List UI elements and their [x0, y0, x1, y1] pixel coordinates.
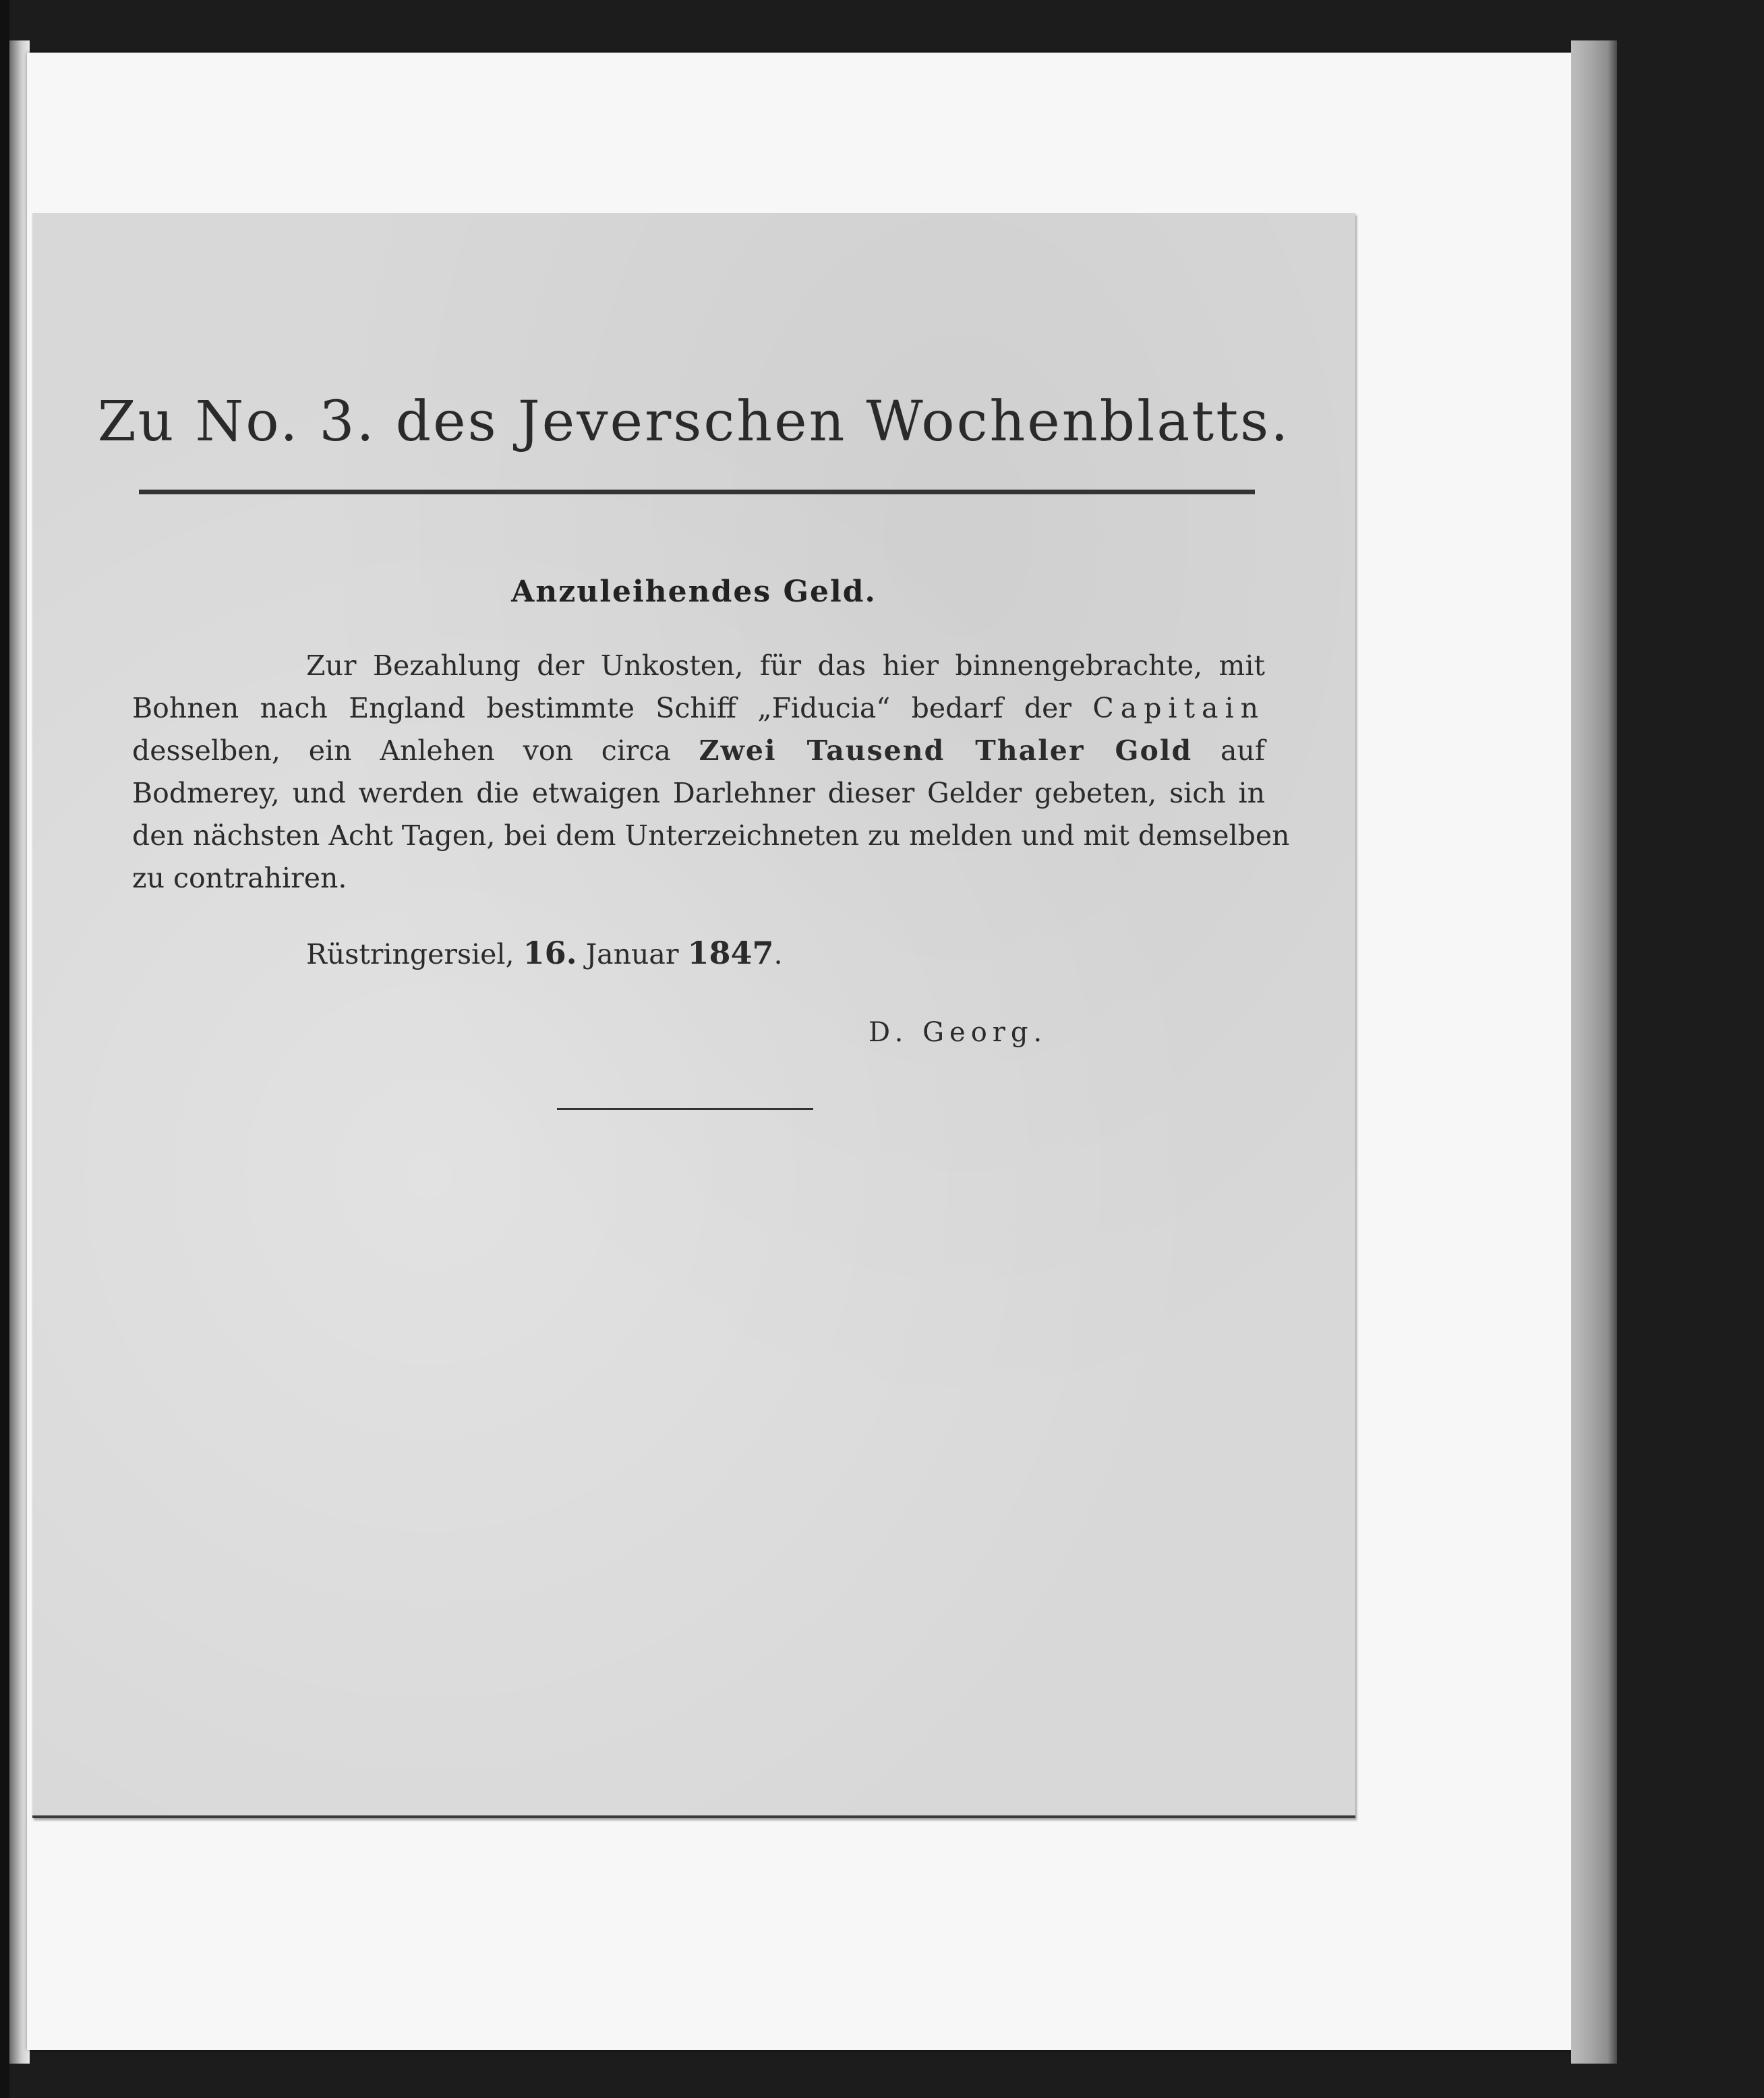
amount-text: Zwei Tausend Thaler Gold [699, 734, 1193, 767]
signature: D. Georg. [869, 1017, 1048, 1048]
dateline [306, 935, 783, 971]
masthead-title: Zu No. 3. des Jeverschen Wochenblatts. [97, 390, 1291, 454]
newspaper-clipping [32, 213, 1355, 1818]
body-line: Zur Bezahlung der Unkosten, für das hier binnengebrachte, mit [306, 649, 1265, 682]
dateline-year: 1847 [687, 935, 774, 971]
dateline-place: Rüstringersiel, [306, 938, 514, 970]
cover-edge [1571, 40, 1617, 2064]
body-line [132, 687, 1265, 730]
dateline-day: 16. [523, 935, 577, 971]
body-line: den nächsten Acht Tagen, bei dem Unterzeichneten zu melden und mit demselben [132, 819, 1290, 852]
binding-left [0, 0, 9, 2098]
body-line: Bodmerey, und werden die etwaigen Darlehner dieser Gelder gebeten, sich in [132, 777, 1265, 809]
closing-rule [557, 1108, 813, 1110]
masthead-rule [139, 490, 1255, 494]
body-line: zu contrahiren. [132, 862, 347, 894]
body-line [132, 730, 1265, 772]
dateline-end: . [773, 938, 783, 970]
dateline-month: Januar [585, 938, 679, 970]
spaced-word: Capitain [1092, 692, 1265, 724]
body-line-text: Bohnen nach England bestimmte Schiff „Fiducia“ bedarf der [132, 692, 1072, 724]
notice-body [132, 645, 1290, 900]
notice-title: Anzuleihendes Geld. [511, 575, 877, 609]
body-line-text: auf [1220, 734, 1265, 767]
body-line-text: desselben, ein Anlehen von circa [132, 734, 671, 767]
